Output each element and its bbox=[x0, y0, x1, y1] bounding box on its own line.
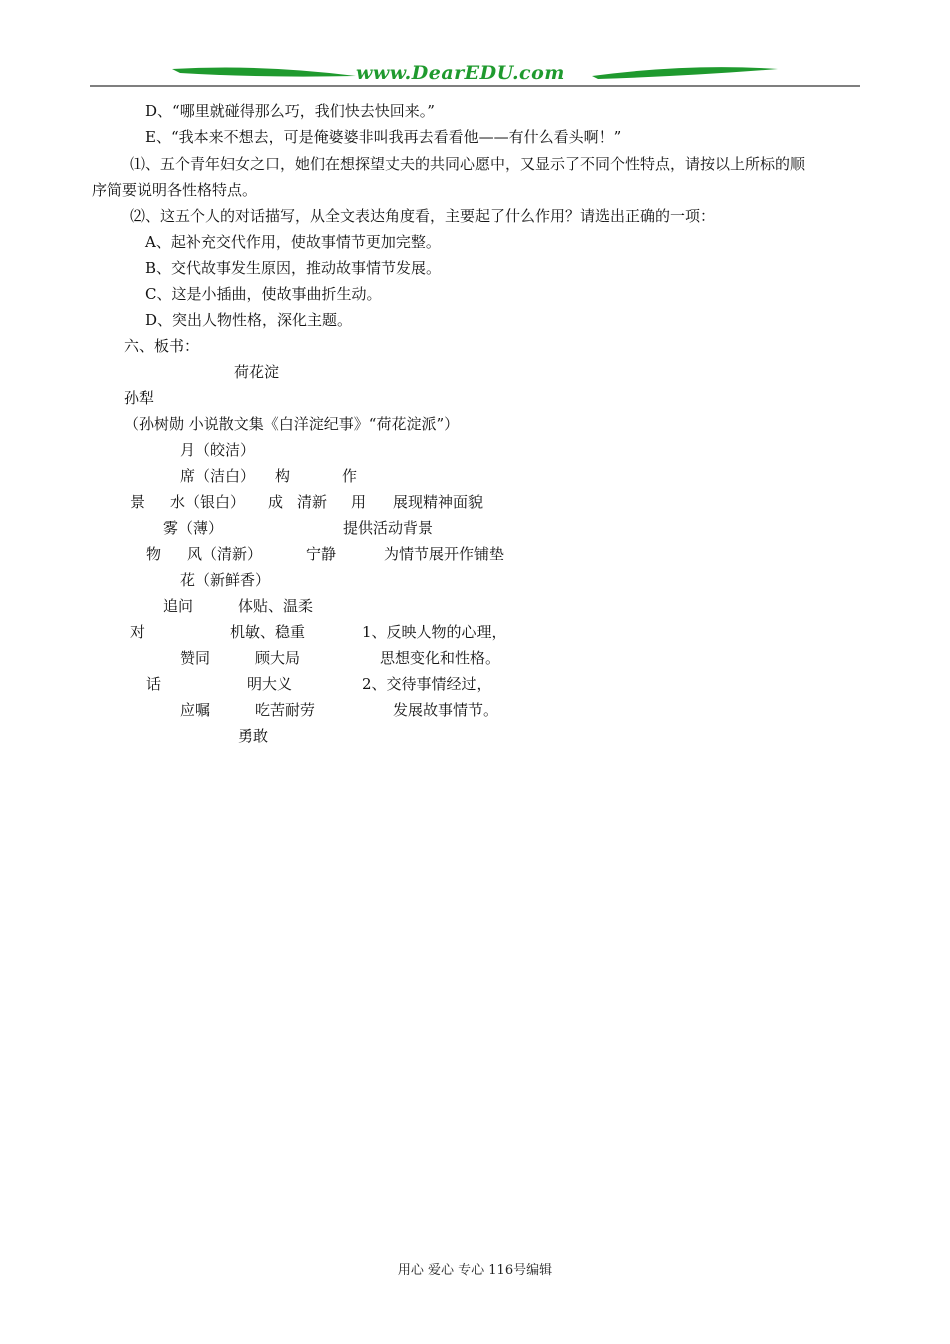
scenery-flower: 花（新鲜香） bbox=[180, 571, 271, 589]
board-zuo: 作 bbox=[342, 467, 358, 485]
header-swoosh-graphic bbox=[0, 0, 950, 100]
choice-c: C、这是小插曲，使故事曲折生动。 bbox=[145, 285, 382, 303]
site-url-logo: www.DearEDU.com bbox=[356, 62, 565, 84]
trait-big-picture: 顾大局 bbox=[255, 649, 301, 667]
dialog-act-respond: 应嘱 bbox=[180, 701, 211, 719]
scenery-mist: 雾（薄） bbox=[163, 519, 224, 537]
dialog-function-1b: 思想变化和性格。 bbox=[380, 649, 501, 667]
page-header bbox=[0, 0, 950, 100]
board-ningjing: 宁静 bbox=[306, 545, 337, 563]
board-title: 荷花淀 bbox=[234, 363, 280, 381]
dialog-label-hua: 话 bbox=[146, 675, 162, 693]
board-note: （孙树勋 小说散文集《白洋淀纪事》“荷花淀派”） bbox=[124, 415, 460, 433]
left-swoosh-shape bbox=[172, 68, 356, 77]
function-spirit: 展现精神面貌 bbox=[393, 493, 484, 511]
option-e: E、“我本来不想去，可是俺婆婆非叫我再去看看他——有什么看头啊！” bbox=[145, 128, 622, 146]
dialog-act-ask: 追问 bbox=[163, 597, 194, 615]
dialog-function-2b: 发展故事情节。 bbox=[393, 701, 499, 719]
board-qingxin: 清新 bbox=[297, 493, 328, 511]
trait-hardworking: 吃苦耐劳 bbox=[255, 701, 316, 719]
page-footer: 用心 爱心 专心 116号编辑 bbox=[397, 1263, 553, 1278]
trait-caring: 体贴、温柔 bbox=[238, 597, 314, 615]
scenery-water: 水（银白） bbox=[170, 493, 246, 511]
scenery-mat: 席（洁白） bbox=[180, 467, 256, 485]
trait-sharp: 机敏、稳重 bbox=[230, 623, 306, 641]
scenery-moon: 月（皎洁） bbox=[180, 441, 256, 459]
scene-label-wu: 物 bbox=[146, 545, 162, 563]
scenery-wind: 风（清新） bbox=[187, 545, 263, 563]
board-author: 孙犁 bbox=[124, 389, 155, 407]
board-gou: 构 bbox=[275, 467, 291, 485]
function-plot-setup: 为情节展开作铺垫 bbox=[384, 545, 505, 563]
board-yong: 用 bbox=[351, 493, 367, 511]
trait-brave: 勇敢 bbox=[238, 727, 269, 745]
trait-righteous: 明大义 bbox=[247, 675, 293, 693]
choice-d: D、突出人物性格，深化主题。 bbox=[145, 311, 353, 329]
dialog-act-agree: 赞同 bbox=[180, 649, 211, 667]
question-1-line-2: 序简要说明各性格特点。 bbox=[92, 181, 258, 199]
choice-a: A、起补充交代作用，使故事情节更加完整。 bbox=[145, 233, 441, 251]
choice-b: B、交代故事发生原因，推动故事情节发展。 bbox=[145, 259, 442, 277]
dialog-label-dui: 对 bbox=[130, 623, 146, 641]
dialog-function-2a: 2、交待事情经过， bbox=[362, 675, 492, 693]
board-cheng: 成 bbox=[268, 493, 284, 511]
scene-label-jing: 景 bbox=[130, 493, 146, 511]
dialog-function-1a: 1、反映人物的心理， bbox=[362, 623, 507, 641]
right-swoosh-shape bbox=[592, 67, 778, 79]
option-d: D、“哪里就碰得那么巧，我们快去快回来。” bbox=[145, 102, 435, 120]
question-2: ⑵、这五个人的对话描写，从全文表达角度看，主要起了什么作用？请选出正确的一项： bbox=[130, 207, 716, 225]
function-background: 提供活动背景 bbox=[343, 519, 434, 537]
board-heading: 六、板书： bbox=[124, 337, 200, 355]
question-1-line-1: ⑴、五个青年妇女之口，她们在想探望丈夫的共同心愿中，又显示了不同个性特点，请按以上所标的顺 bbox=[130, 155, 806, 173]
